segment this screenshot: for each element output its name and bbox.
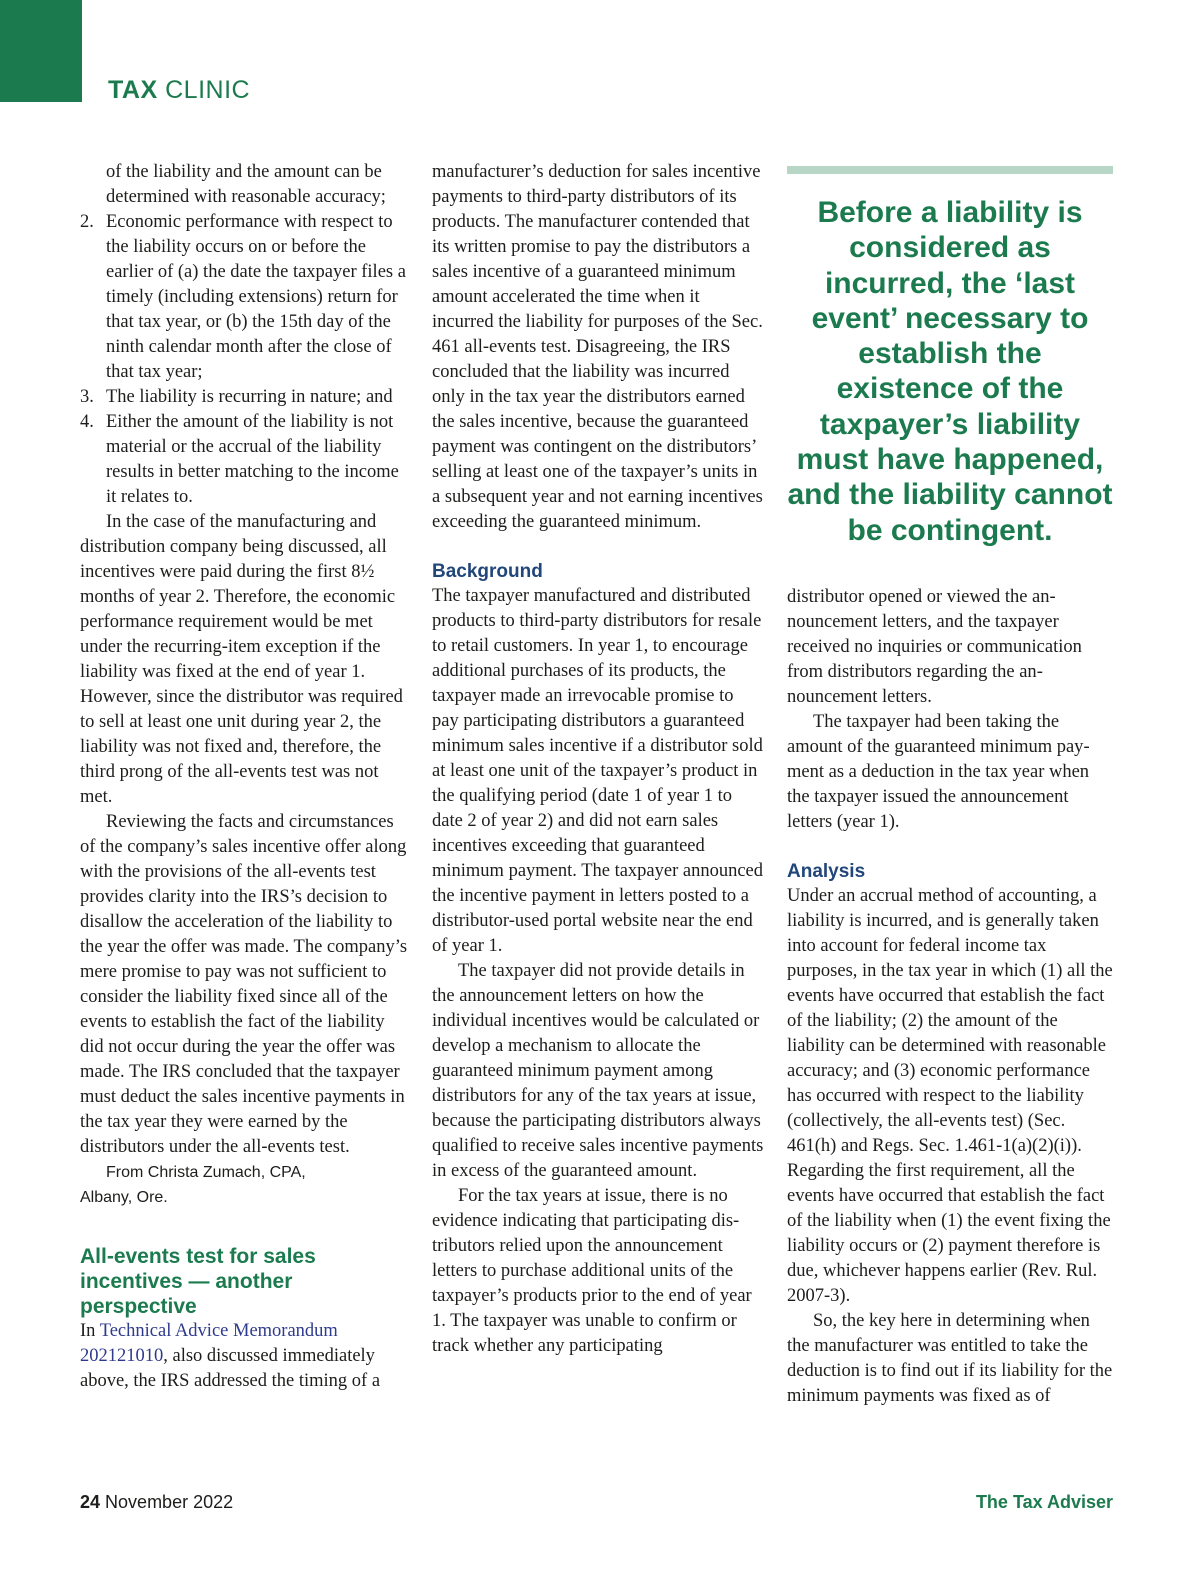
column-1	[80, 160, 410, 1394]
tam-link[interactable]: Technical Advice Memorandum 202121010	[80, 1321, 338, 1366]
pull-quote: Before a liability is considered as incurred, the ‘last event’ necessary to establish the existence of the taxpayer’s liability must have happened, and the liability cannot be contingent.	[787, 196, 1113, 547]
requirements-list	[80, 210, 410, 510]
list-item	[80, 410, 410, 510]
section-label-light: CLINIC	[165, 76, 251, 104]
section-color-tab	[0, 0, 82, 102]
pull-quote-rule	[787, 166, 1113, 174]
body-paragraph	[80, 1319, 410, 1394]
list-item	[80, 385, 410, 410]
subheading-analysis: Analysis	[787, 861, 866, 882]
body-paragraph: So, the key here in determining when the manufacturer was entitled to take the deduction is to find out if its liability for the minimum payments was fixed as of	[787, 1311, 1113, 1406]
body-paragraph: distributor opened or viewed the announcement letters, and the taxpayer received no inquiries or communication from distributors regarding the announcement letters.	[787, 587, 1082, 707]
section-label	[108, 76, 250, 105]
column-2	[432, 160, 764, 1359]
list-item	[80, 210, 410, 385]
list-item-text: Either the amount of the liability is not material or the accrual of the liability results in better matching to the income it relates to.	[106, 412, 399, 507]
subheading-background: Background	[432, 561, 543, 582]
article-heading: All-events test for sales incentives — another perspective	[80, 1245, 316, 1318]
text-run: , also discussed immediately above, the IRS addressed the timing of a	[80, 1346, 381, 1391]
list-item-text: Economic performance with respect to the liability occurs on or before the earlier of (a) the date the taxpayer files a timely (including extensions) return for that tax year, or (b) the 15th day of the ninth calendar month after the close of that tax year;	[106, 212, 406, 382]
text-run: In	[80, 1321, 100, 1341]
body-paragraph: In the case of the manufacturing and distribution company being discussed, all incentives were paid during the first 8½ months of year 2. Therefore, the economic performance requirement would be met under the recurring-item exception if the liability was fixed at the end of year 1. However, since the distributor was required to sell at least one unit during year 2, the liability was not fixed and, therefore, the third prong of the all-events test was not met.	[80, 512, 403, 807]
column-3	[787, 585, 1113, 1409]
attribution-line-2: Albany, Ore.	[80, 1189, 168, 1206]
attribution-line-1: From Christa Zumach, CPA,	[106, 1164, 306, 1181]
list-item-1-continuation: of the liability and the amount can be determined with reasonable accuracy;	[106, 162, 386, 207]
page-number: 24	[80, 1492, 101, 1512]
body-paragraph: Under an accrual method of accounting, a liability is incurred, and is generally taken into account for federal income tax purposes, in the tax year in which (1) all the events have occurred that establish the fact of the liability; (2) the amount of the liability can be determined with reasonable accuracy; and (3) economic performance has occurred with respect to the liability (collectively, the all-events test) (Sec. 461(h) and Regs. Sec. 1.461-1(a)(2)(i)). Regarding the first requirement, all the events have occurred that establish the fact of the liability when (1) the event fixing the liability occurs or (2) payment therefore is due, whichever happens earlier (Rev. Rul. 2007-3).	[787, 886, 1113, 1306]
list-item-number: 2.	[80, 212, 94, 232]
issue-date: November 2022	[105, 1492, 234, 1512]
list-item-number: 4.	[80, 412, 94, 432]
footer-folio	[80, 1492, 233, 1513]
body-paragraph: For the tax years at issue, there is no evidence indicating that participating distributors relied upon the announcement letters to purchase additional units of the taxpayer’s products prior to the end of year 1. The taxpayer was unable to confirm or track whether any participating	[432, 1186, 752, 1356]
section-label-bold: TAX	[108, 76, 158, 104]
body-paragraph: Reviewing the facts and circumstances of the company’s sales incentive offer along with the provisions of the all-events test provides clarity into the IRS’s decision to disallow the acceleration of the liability to the year the offer was made. The company’s mere promise to pay was not sufficient to consider the liability fixed since all of the events to establish the fact of the liability did not occur during the year the offer was made. The IRS concluded that the taxpayer must deduct the sales incentive payments in the tax year they were earned by the distributors under the all-events test.	[80, 812, 408, 1157]
body-paragraph: manufacturer’s deduction for sales incentive payments to third-party distributors of its products. The manufacturer contended that its written promise to pay the distributors a sales incentive of a guaranteed minimum amount accelerated the time when it incurred the liability for purposes of the Sec. 461 all-events test. Disagreeing, the IRS concluded that the liability was incurred only in the tax year the distributors earned the sales incentive, because the guaranteed payment was contingent on the distributors’ selling at least one of the taxpayer’s units in a subsequent year and not earning incentives exceeding the guaranteed minimum.	[432, 162, 763, 532]
list-item-text: The liability is recurring in nature; and	[106, 387, 393, 407]
body-paragraph: The taxpayer manufactured and distributed products to third-party distributors for resale to retail customers. In year 1, to encourage additional purchases of its products, the taxpayer made an irrevocable promise to pay participating distributors a guaranteed minimum sales incentive if a distributor sold at least one unit of the taxpayer’s product in the qualifying period (date 1 of year 1 to date 2 of year 2) and did not earn sales incentives exceeding that guaranteed minimum payment. The taxpayer announced the incentive payment in letters posted to a distributor-used portal website near the end of year 1.	[432, 586, 764, 956]
body-paragraph: The taxpayer did not provide details in the announcement letters on how the individual incentives would be calculated or develop a mechanism to allocate the guaranteed minimum payment among distributors for any of the tax years at issue, because the participating distributors always qualified to receive sales incentive payments in excess of the guaranteed amount.	[432, 961, 764, 1181]
publication-name: The Tax Adviser	[975, 1492, 1113, 1512]
body-paragraph: The taxpayer had been taking the amount of the guaranteed minimum payment as a deduction in the tax year when the taxpayer issued the announcement letters (year 1).	[787, 712, 1090, 832]
list-item-number: 3.	[80, 387, 94, 407]
